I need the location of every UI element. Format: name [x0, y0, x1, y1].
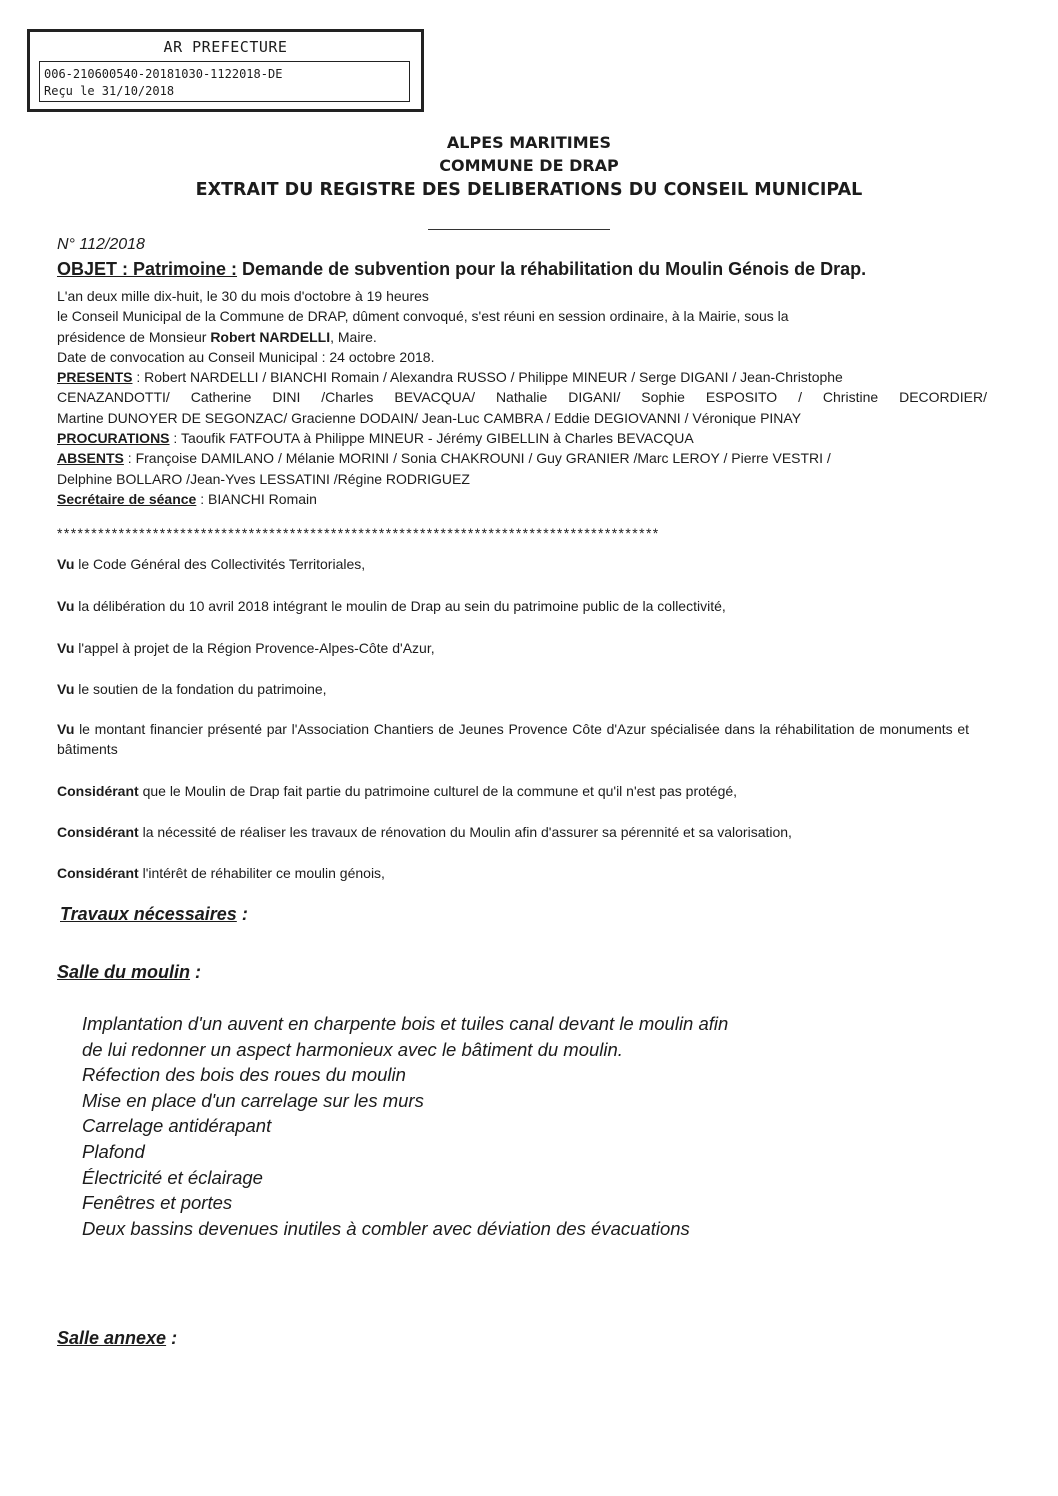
secretary-label: Secrétaire de séance [57, 490, 197, 507]
list-item: de lui redonner un aspect harmonieux avec le bâtiment du moulin. [82, 1038, 623, 1060]
subject-text: Demande de subvention pour la réhabilitation du Moulin Génois de Drap. [242, 259, 867, 279]
absents-line-2: Delphine BOLLARO /Jean-Yves LESSATINI /Régine RODRIGUEZ [57, 470, 470, 487]
visa-text: l'appel à projet de la Région Provence-Alpes-Côte d'Azur, [74, 640, 435, 656]
subject-label: OBJET : Patrimoine : [57, 259, 238, 279]
prefecture-stamp [27, 29, 424, 112]
visa-text: la délibération du 10 avril 2018 intégrant le moulin de Drap au sein du patrimoine public de la collectivité, [74, 598, 726, 614]
visa-keyword: Vu [57, 556, 75, 572]
considerant-paragraph [57, 822, 969, 842]
session-details [57, 286, 987, 509]
presents-line-2: CENAZANDOTTI/ Catherine DINI /Charles BEVACQUA/ Nathalie DIGANI/ Sophie ESPOSITO / Christine DECORDIER/ [57, 389, 987, 406]
travaux-heading-label: Travaux nécessaires [60, 904, 237, 924]
session-date: L'an deux mille dix-huit, le 30 du mois d'octobre à 19 heures [57, 288, 429, 304]
visa-keyword: Vu [57, 598, 75, 614]
visa-text: le Code Général des Collectivités Territoriales, [74, 556, 366, 572]
convocation-date: Date de convocation au Conseil Municipal : 24 octobre 2018. [57, 348, 435, 365]
visa-paragraph [57, 554, 969, 574]
visa-paragraph [57, 679, 969, 699]
salle-moulin-colon: : [190, 962, 202, 982]
presents-line-3: Martine DUNOYER DE SEGONZAC/ Gracienne DODAIN/ Jean-Luc CAMBRA / Eddie DEGIOVANNI / Véronique PINAY [57, 409, 802, 426]
deliberation-number: N° 112/2018 [57, 236, 145, 253]
session-presidency [57, 327, 987, 347]
header-department: ALPES MARITIMES [446, 133, 612, 152]
absents-label: ABSENTS [57, 450, 124, 467]
travaux-heading [60, 904, 248, 925]
header-register-title: EXTRAIT DU REGISTRE DES DELIBERATIONS DU CONSEIL MUNICIPAL [195, 180, 863, 200]
absents-list [57, 448, 987, 468]
presents-label: PRESENTS [57, 369, 133, 386]
considerant-text: la nécessité de réaliser les travaux de rénovation du Moulin afin d'assurer sa pérennité et sa valorisation, [138, 824, 792, 840]
considerant-text: l'intérêt de réhabiliter ce moulin génois, [138, 865, 385, 881]
presidency-prefix: présidence de Monsieur [57, 328, 207, 345]
list-item: Implantation d'un auvent en charpente bois et tuiles canal devant le moulin afin [82, 1013, 729, 1034]
deliberation-subject [57, 259, 866, 280]
procurations-label: PROCURATIONS [57, 430, 170, 447]
visa-paragraph [57, 719, 969, 759]
considerant-paragraph [57, 863, 969, 883]
procurations-text: : Taoufik FATFOUTA à Philippe MINEUR - Jérémy GIBELLIN à Charles BEVACQUA [169, 430, 694, 447]
list-item: Deux bassins devenues inutiles à combler avec déviation des évacuations [82, 1217, 690, 1239]
visa-text: le montant financier présenté par l'Association Chantiers de Jeunes Provence Côte d'Azur spécialisée dans la réhabilitation de monuments et bâtiments [57, 721, 969, 757]
star-separator: **************************************************************************************** [57, 525, 660, 541]
header-divider [428, 229, 610, 230]
travaux-heading-colon: : [236, 904, 248, 924]
stamp-reference: 006-210600540-20181030-1122018-DE [44, 67, 283, 81]
salle-annexe-colon: : [166, 1328, 178, 1348]
visa-keyword: Vu [57, 681, 75, 697]
considerant-text: que le Moulin de Drap fait partie du patrimoine culturel de la commune et qu'il n'est pas protégé, [138, 783, 738, 799]
considerant-keyword: Considérant [57, 865, 139, 881]
travaux-list [82, 1011, 728, 1241]
list-item: Carrelage antidérapant [82, 1115, 272, 1137]
secretary [57, 489, 987, 509]
salle-annexe-label: Salle annexe [57, 1328, 167, 1348]
visa-keyword: Vu [57, 640, 75, 656]
presents-line-1: : Robert NARDELLI / BIANCHI Romain / Alexandra RUSSO / Philippe MINEUR / Serge DIGANI / Jean-Christophe [132, 369, 843, 386]
considerant-keyword: Considérant [57, 783, 139, 799]
procurations [57, 428, 987, 448]
salle-annexe-heading [57, 1328, 177, 1349]
list-item: Mise en place d'un carrelage sur les murs [82, 1089, 424, 1111]
stamp-details [39, 61, 410, 102]
secretary-text: : BIANCHI Romain [196, 490, 317, 507]
considerant-keyword: Considérant [57, 824, 139, 840]
salle-moulin-label: Salle du moulin [57, 962, 191, 982]
visa-text: le soutien de la fondation du patrimoine, [74, 681, 327, 697]
list-item: Plafond [82, 1140, 145, 1162]
session-convocation: le Conseil Municipal de la Commune de DRAP, dûment convoqué, s'est réuni en session ordinaire, à la Mairie, sous la [57, 308, 789, 325]
salle-moulin-heading [57, 962, 201, 983]
header-commune: COMMUNE DE DRAP [439, 156, 619, 175]
list-item: Réfection des bois des roues du moulin [82, 1064, 406, 1086]
presidency-suffix: , Maire. [330, 328, 377, 345]
list-item: Électricité et éclairage [82, 1166, 263, 1188]
list-item: Fenêtres et portes [82, 1192, 233, 1214]
presents-list [57, 367, 987, 387]
mayor-name: Robert NARDELLI [210, 328, 331, 345]
considerant-paragraph [57, 781, 969, 801]
visa-keyword: Vu [57, 721, 75, 737]
visa-paragraph [57, 638, 969, 658]
absents-line-1: : Françoise DAMILANO / Mélanie MORINI / Sonia CHAKROUNI / Guy GRANIER /Marc LEROY / Pierre VESTRI / [123, 450, 831, 467]
stamp-title: AR PREFECTURE [163, 38, 288, 56]
stamp-received-date: Reçu le 31/10/2018 [44, 84, 175, 98]
visa-paragraph [57, 596, 969, 616]
